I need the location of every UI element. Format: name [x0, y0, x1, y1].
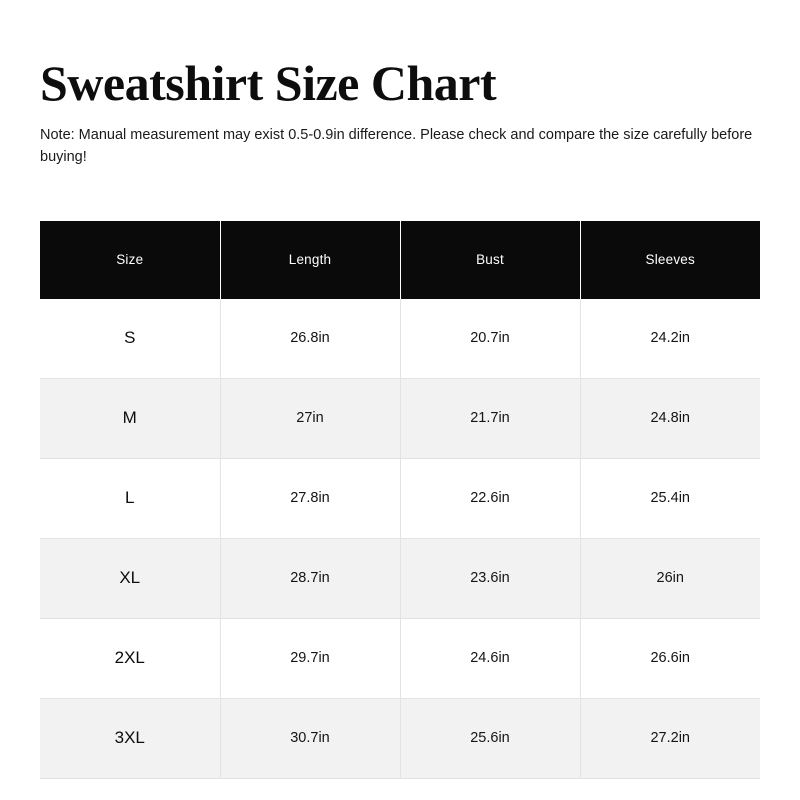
cell-size: L	[40, 458, 220, 538]
column-header-bust: Bust	[400, 221, 580, 299]
column-header-size: Size	[40, 221, 220, 299]
cell-length: 28.7in	[220, 538, 400, 618]
size-chart-table-container	[40, 221, 760, 779]
table-row	[40, 618, 760, 698]
page-title: Sweatshirt Size Chart	[40, 55, 497, 111]
cell-length: 26.8in	[220, 299, 400, 379]
cell-length: 29.7in	[220, 618, 400, 698]
cell-size: 3XL	[40, 698, 220, 778]
cell-sleeves: 26in	[580, 538, 760, 618]
cell-size: S	[40, 299, 220, 379]
table-body	[40, 299, 760, 779]
table-header-row	[40, 221, 760, 299]
cell-sleeves: 24.8in	[580, 378, 760, 458]
cell-bust: 21.7in	[400, 378, 580, 458]
cell-sleeves: 26.6in	[580, 618, 760, 698]
cell-sleeves: 25.4in	[580, 458, 760, 538]
table-row	[40, 458, 760, 538]
table-row	[40, 698, 760, 778]
cell-sleeves: 27.2in	[580, 698, 760, 778]
cell-bust: 22.6in	[400, 458, 580, 538]
cell-size: 2XL	[40, 618, 220, 698]
cell-bust: 20.7in	[400, 299, 580, 379]
column-header-length: Length	[220, 221, 400, 299]
table-row	[40, 378, 760, 458]
measurement-note: Note: Manual measurement may exist 0.5-0.9in difference. Please check and compare the size carefully before buying!	[40, 127, 753, 166]
table-header	[40, 221, 760, 299]
column-header-sleeves: Sleeves	[580, 221, 760, 299]
table-row	[40, 538, 760, 618]
cell-length: 30.7in	[220, 698, 400, 778]
cell-length: 27in	[220, 378, 400, 458]
cell-bust: 23.6in	[400, 538, 580, 618]
size-chart-table	[40, 221, 760, 779]
cell-size: M	[40, 378, 220, 458]
table-row	[40, 299, 760, 379]
cell-bust: 24.6in	[400, 618, 580, 698]
cell-size: XL	[40, 538, 220, 618]
cell-length: 27.8in	[220, 458, 400, 538]
cell-bust: 25.6in	[400, 698, 580, 778]
cell-sleeves: 24.2in	[580, 299, 760, 379]
